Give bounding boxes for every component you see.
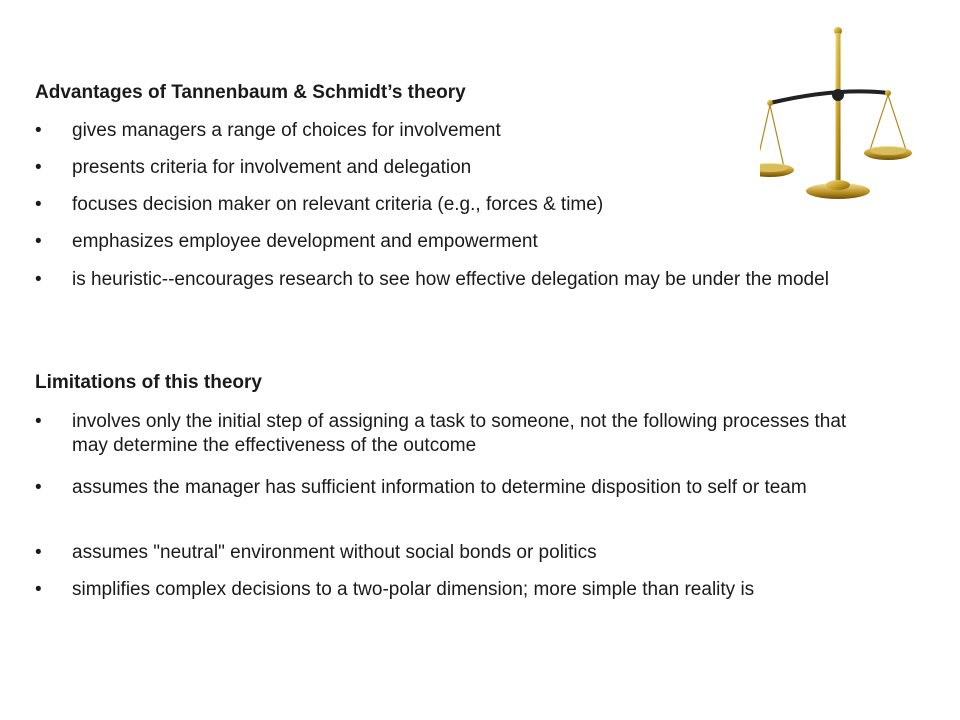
limitation-item-text: simplifies complex decisions to a two-polar dimension; more simple than reality is	[72, 579, 755, 600]
bullet: •	[35, 579, 42, 600]
advantage-item-text: presents criteria for involvement and delegation	[72, 157, 472, 178]
bullet: •	[35, 269, 42, 290]
bullet: •	[35, 194, 42, 215]
limitation-item-text: assumes "neutral" environment without social bonds or politics	[72, 542, 597, 563]
advantage-item	[35, 268, 865, 292]
limitation-item-text: involves only the initial step of assigning a task to someone, not the following processes that may determine the effectiveness of the outcome	[72, 411, 847, 456]
bullet: •	[35, 157, 42, 178]
balance-scale-icon	[760, 25, 930, 205]
advantage-item	[35, 230, 865, 254]
advantage-item-text: gives managers a range of choices for involvement	[72, 120, 501, 141]
advantage-item-text: emphasizes employee development and empowerment	[72, 231, 538, 252]
advantages-heading: Advantages of Tannenbaum & Schmidt’s theory	[35, 82, 466, 103]
bullet: •	[35, 411, 42, 432]
advantage-item-text: focuses decision maker on relevant criteria (e.g., forces & time)	[72, 194, 604, 215]
advantage-item-text: is heuristic--encourages research to see how effective delegation may be under the model	[72, 269, 829, 290]
bullet: •	[35, 542, 42, 563]
advantage-item	[35, 156, 865, 180]
limitation-item	[35, 578, 865, 602]
limitation-item	[35, 476, 865, 500]
advantage-item	[35, 119, 865, 143]
limitation-item-text: assumes the manager has sufficient information to determine disposition to self or team	[72, 477, 807, 498]
limitations-heading: Limitations of this theory	[35, 372, 262, 393]
advantage-item	[35, 193, 865, 217]
limitation-item	[35, 541, 865, 565]
limitation-item	[35, 410, 865, 458]
bullet: •	[35, 231, 42, 252]
bullet: •	[35, 120, 42, 141]
bullet: •	[35, 477, 42, 498]
